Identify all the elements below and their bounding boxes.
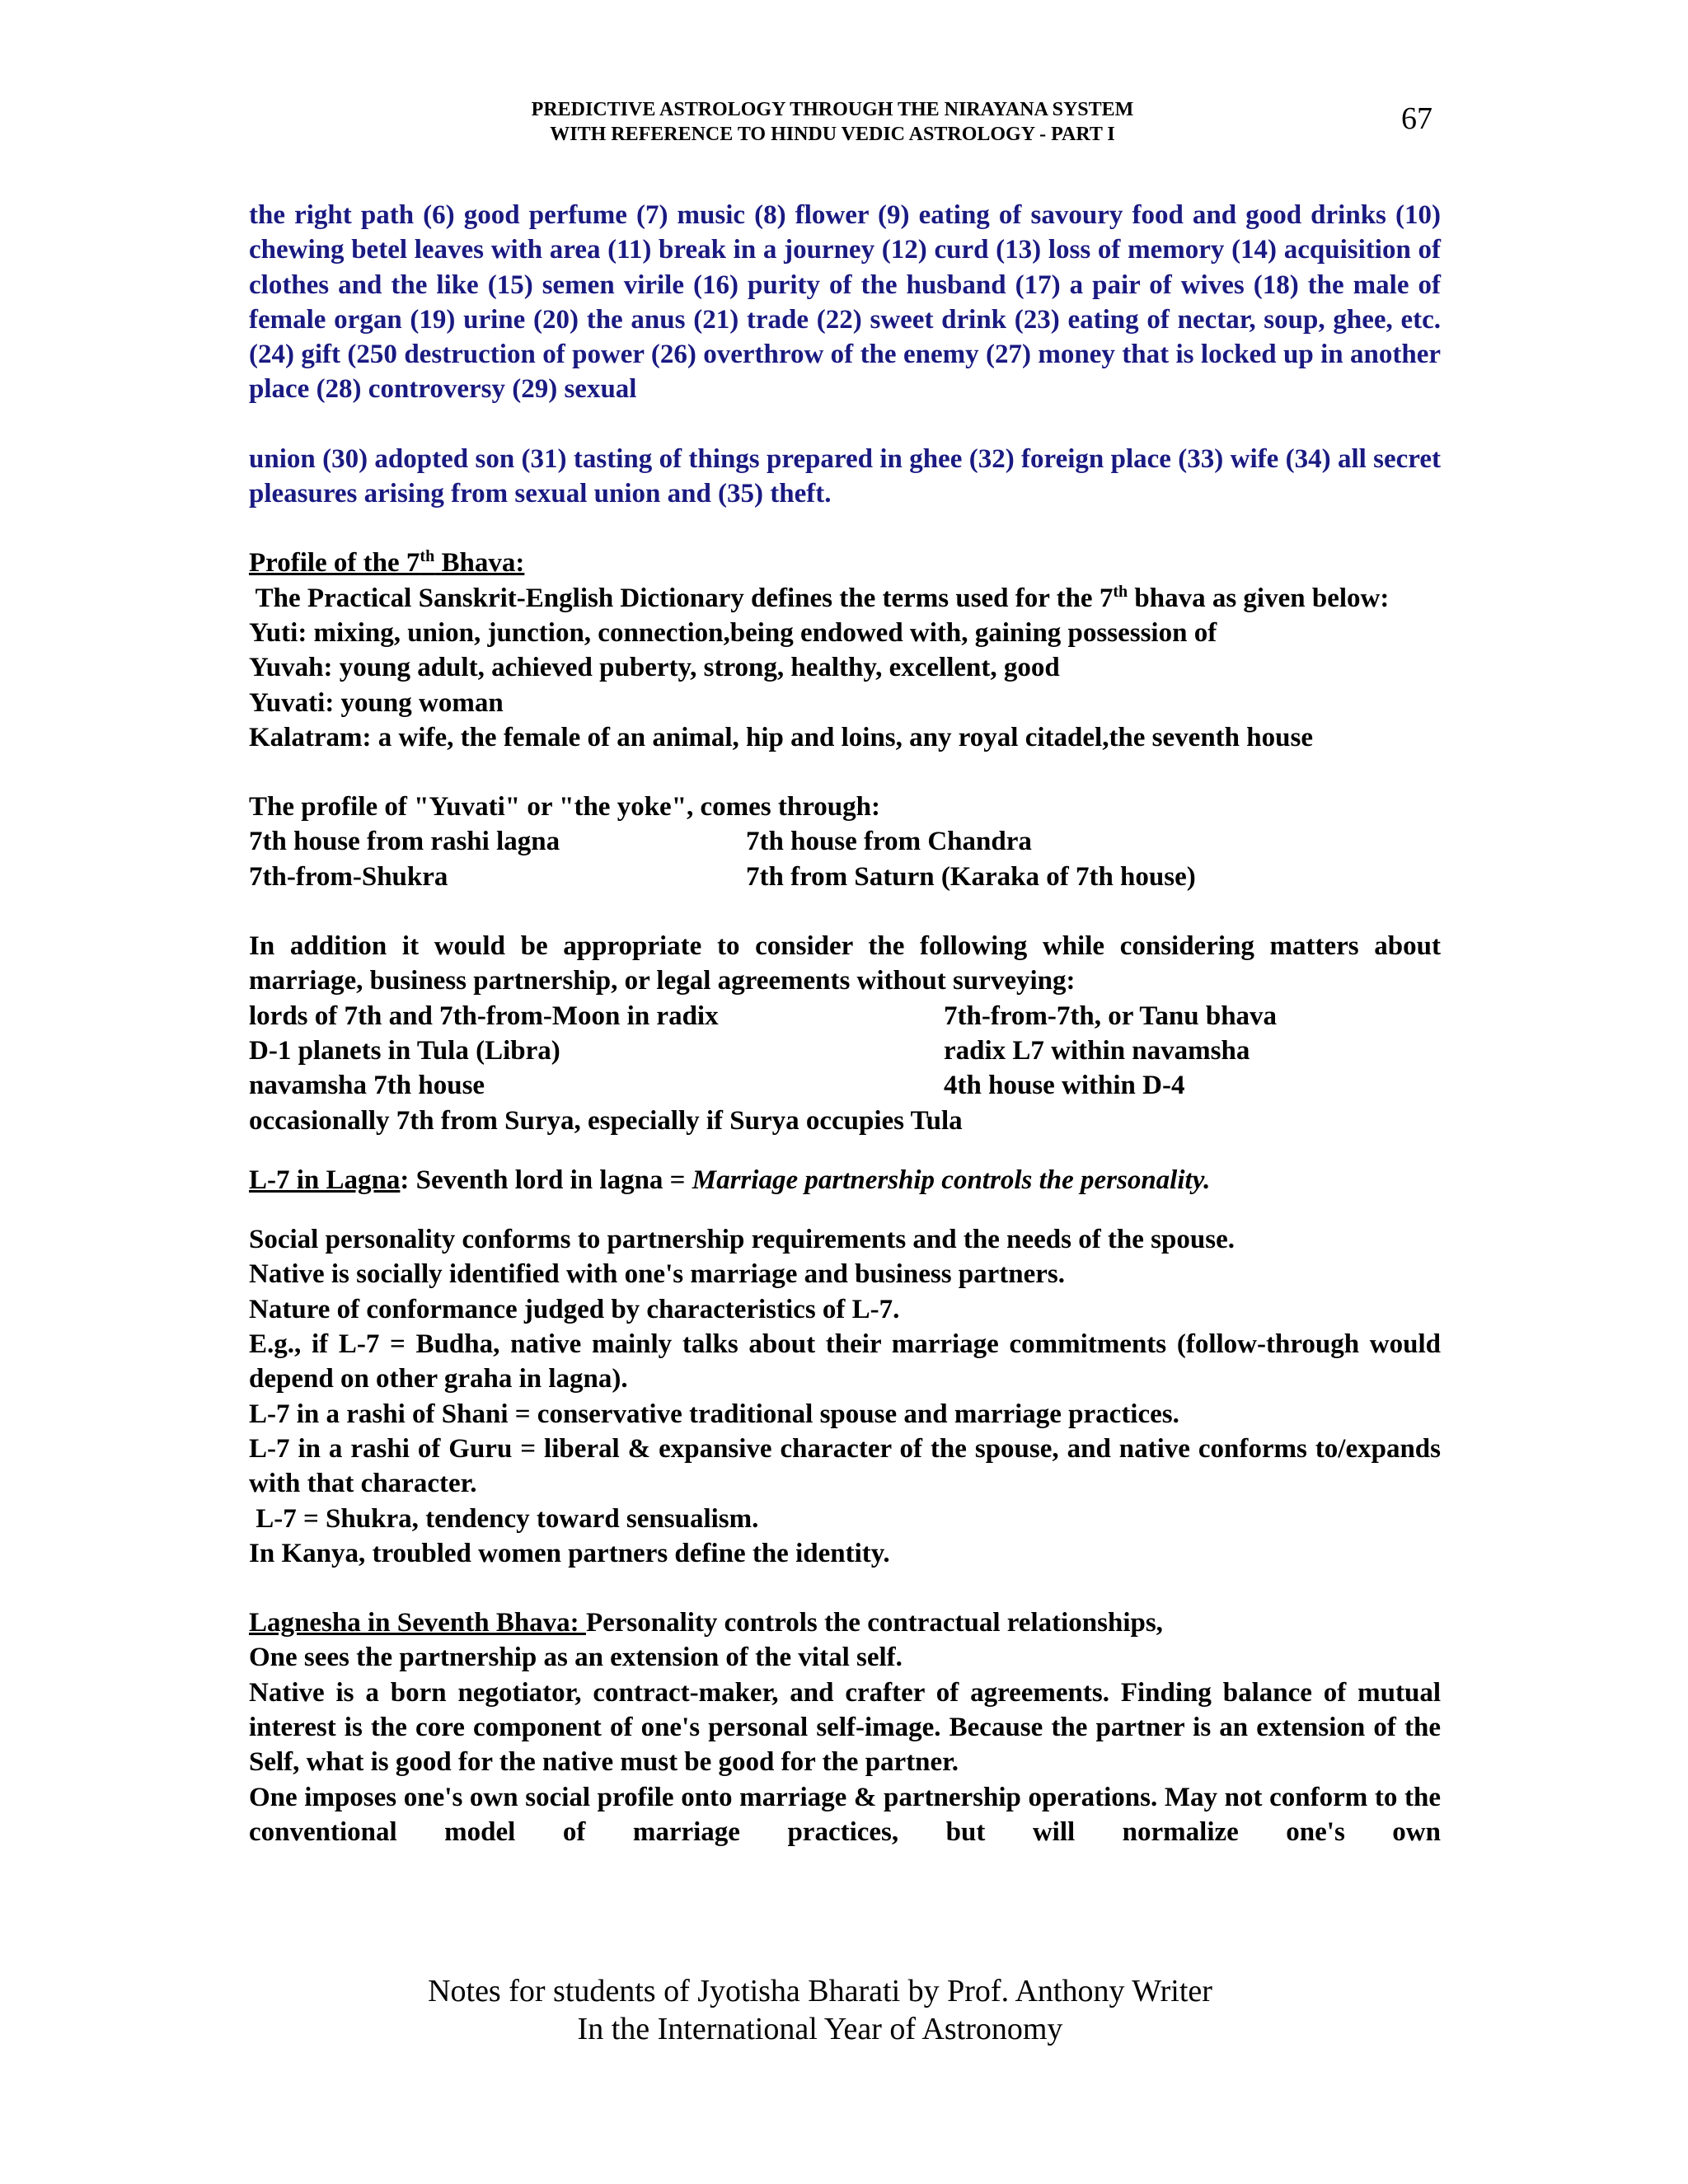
lagnesha-imposes: One imposes one's own social profile onto marriage & partnership operations. May not conform to the conventional model of marriage practices, but will normalize one's own	[249, 1782, 1441, 1847]
l7-native: Native is socially identified with one's marriage and business partners.	[249, 1259, 1066, 1290]
l7-example: E.g., if L-7 = Budha, native mainly talks about their marriage commitments (follow-through would depend on other graha in lagna).	[249, 1329, 1441, 1394]
footer-line-1: Notes for students of Jyotisha Bharati by Prof. Anthony Writer	[428, 1974, 1212, 2008]
header-line-2: WITH REFERENCE TO HINDU VEDIC ASTROLOGY - PART I	[550, 124, 1115, 145]
page-number: 67	[1401, 101, 1432, 136]
addition-last: occasionally 7th from Surya, especially if Surya occupies Tula	[249, 1105, 963, 1136]
definition-yuvah: Yuvah: young adult, achieved puberty, strong, healthy, excellent, good	[249, 653, 1060, 683]
significations-paragraph-2: union (30) adopted son (31) tasting of things prepared in ghee (32) foreign place (33) wife (34) all secret pleasures arising from sexual union and (35) theft.	[249, 443, 1441, 509]
footer-line-2: In the International Year of Astronomy	[577, 2012, 1063, 2046]
header-line-1: PREDICTIVE ASTROLOGY THROUGH THE NIRAYANA SYSTEM	[531, 99, 1134, 120]
l7-guru: L-7 in a rashi of Guru = liberal & expansive character of the spouse, and native conforms to/expands with that character.	[249, 1433, 1441, 1499]
addition-intro: In addition it would be appropriate to consider the following while considering matters about marriage, business partnership, or legal agreements without surveying:	[249, 931, 1441, 996]
running-header	[445, 97, 1220, 147]
addition-row-3: navamsha 7th house 4th house within D-4	[249, 1071, 1185, 1101]
l7-shukra: L-7 = Shukra, tendency toward sensualism.	[249, 1503, 759, 1534]
definition-yuvati: Yuvati: young woman	[249, 687, 504, 718]
addition-row-2: D-1 planets in Tula (Libra) radix L7 within navamsha	[249, 1035, 1250, 1066]
definition-kalatram: Kalatram: a wife, the female of an animal, hip and loins, any royal citadel,the seventh house	[249, 722, 1313, 752]
yoke-intro: The profile of "Yuvati" or "the yoke", comes through:	[249, 792, 880, 823]
lagnesha-negotiator: Native is a born negotiator, contract-maker, and crafter of agreements. Finding balance of mutual interest is the core component of one's personal self-image. Because the partner is an extension of the Self, what is good for the native must be good for the partner.	[249, 1677, 1441, 1778]
l7-nature: Nature of conformance judged by characteristics of L-7.	[249, 1294, 900, 1324]
dictionary-intro: The Practical Sanskrit-English Dictionary defines the terms used for the 7th bhava as given below:	[249, 582, 1390, 613]
lagnesha-heading: Lagnesha in Seventh Bhava: Personality controls the contractual relationships,	[249, 1608, 1163, 1638]
definition-yuti: Yuti: mixing, union, junction, connection,being endowed with, gaining possession of	[249, 617, 1217, 648]
significations-paragraph-1: the right path (6) good perfume (7) music (8) flower (9) eating of savoury food and good drinks (10) chewing betel leaves with area (11) break in a journey (12) curd (13) loss of memory (14) acquisition of clothes and the like (15) semen virile (16) purity of the husband (17) a pair of wives (18) the male of female organ (19) urine (20) the anus (21) trade (22) sweet drink (23) eating of nectar, soup, ghee, etc. (24) gift (250 destruction of power (26) overthrow of the enemy (27) money that is locked up in another place (28) controversy (29) sexual	[249, 200, 1441, 405]
page-footer	[330, 1972, 1311, 2048]
l7-social: Social personality conforms to partnership requirements and the needs of the spouse.	[249, 1225, 1235, 1255]
l7-lagna-heading: L-7 in Lagna: Seventh lord in lagna = Marriage partnership controls the personality.	[249, 1165, 1211, 1195]
profile-heading: Profile of the 7th Bhava:	[249, 547, 525, 579]
lagnesha-sees: One sees the partnership as an extension of the vital self.	[249, 1643, 903, 1673]
yoke-row-1: 7th house from rashi lagna 7th house from Chandra	[249, 827, 1032, 857]
page-content	[249, 198, 1441, 1849]
addition-row-1: lords of 7th and 7th-from-Moon in radix 7th-from-7th, or Tanu bhava	[249, 1001, 1278, 1031]
yoke-row-2: 7th-from-Shukra 7th from Saturn (Karaka of 7th house)	[249, 861, 1196, 892]
l7-shani: L-7 in a rashi of Shani = conservative traditional spouse and marriage practices.	[249, 1399, 1179, 1429]
l7-kanya: In Kanya, troubled women partners define the identity.	[249, 1538, 890, 1568]
